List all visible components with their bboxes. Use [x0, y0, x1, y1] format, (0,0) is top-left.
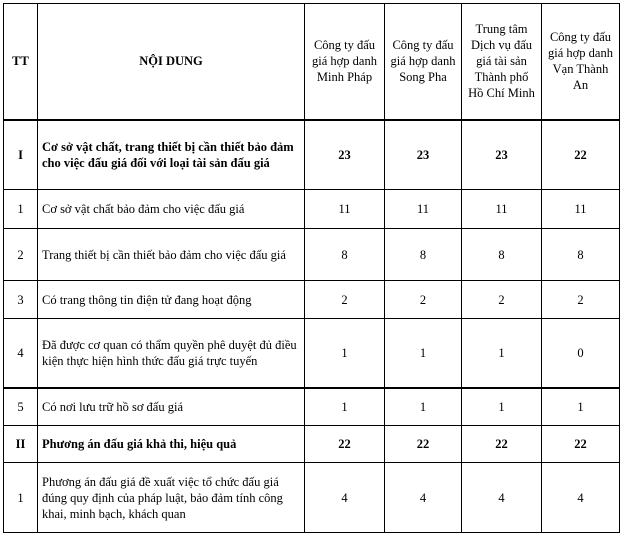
- row-value: 8: [542, 229, 620, 281]
- table-row: [4, 229, 620, 281]
- row-value: 1: [542, 388, 620, 426]
- row-value: 2: [462, 281, 542, 319]
- row-value: 1: [385, 319, 462, 388]
- table-row: [4, 463, 620, 533]
- scoring-table: [3, 3, 620, 533]
- row-tt: 5: [4, 388, 38, 426]
- row-value: 1: [462, 388, 542, 426]
- row-value: 4: [385, 463, 462, 533]
- header-tt: TT: [4, 4, 38, 120]
- row-content: Đã được cơ quan có thẩm quyền phê duyệt đủ điều kiện thực hiện hình thức đấu giá trực tuyến: [38, 319, 305, 388]
- row-value: 22: [305, 426, 385, 463]
- row-content: Có nơi lưu trữ hồ sơ đấu giá: [38, 388, 305, 426]
- row-value: 2: [385, 281, 462, 319]
- header-row: [4, 4, 620, 120]
- row-content: Phương án đấu giá khả thi, hiệu quả: [38, 426, 305, 463]
- row-value: 0: [542, 319, 620, 388]
- row-tt: I: [4, 120, 38, 190]
- row-tt: 4: [4, 319, 38, 388]
- row-value: 1: [305, 319, 385, 388]
- row-tt: 1: [4, 190, 38, 229]
- header-content: NỘI DUNG: [38, 4, 305, 120]
- table-row: [4, 426, 620, 463]
- row-tt: 2: [4, 229, 38, 281]
- row-value: 11: [305, 190, 385, 229]
- table-row: [4, 388, 620, 426]
- row-value: 22: [542, 426, 620, 463]
- row-value: 2: [305, 281, 385, 319]
- table-row: [4, 281, 620, 319]
- row-content: Có trang thông tin điện tử đang hoạt động: [38, 281, 305, 319]
- row-content: Cơ sở vật chất, trang thiết bị cần thiết bảo đảm cho việc đấu giá đối với loại tài sản đấu giá: [38, 120, 305, 190]
- row-value: 1: [385, 388, 462, 426]
- header-company-3: Trung tâm Dịch vụ đấu giá tài sản Thành phố Hồ Chí Minh: [462, 4, 542, 120]
- header-company-1: Công ty đấu giá hợp danh Minh Pháp: [305, 4, 385, 120]
- row-value: 11: [462, 190, 542, 229]
- row-tt: 3: [4, 281, 38, 319]
- row-value: 1: [462, 319, 542, 388]
- row-value: 22: [462, 426, 542, 463]
- table-row: [4, 319, 620, 388]
- row-content: Phương án đấu giá đề xuất việc tổ chức đấu giá đúng quy định của pháp luật, bảo đảm tính công khai, minh bạch, khách quan: [38, 463, 305, 533]
- row-tt: 1: [4, 463, 38, 533]
- row-tt: II: [4, 426, 38, 463]
- row-value: 11: [385, 190, 462, 229]
- row-value: 22: [542, 120, 620, 190]
- row-value: 8: [305, 229, 385, 281]
- row-value: 23: [385, 120, 462, 190]
- row-value: 1: [305, 388, 385, 426]
- row-value: 23: [305, 120, 385, 190]
- table-row: [4, 120, 620, 190]
- row-value: 11: [542, 190, 620, 229]
- row-value: 4: [462, 463, 542, 533]
- row-content: Cơ sở vật chất bảo đảm cho việc đấu giá: [38, 190, 305, 229]
- row-value: 8: [385, 229, 462, 281]
- table-row: [4, 190, 620, 229]
- row-value: 2: [542, 281, 620, 319]
- row-value: 8: [462, 229, 542, 281]
- row-value: 4: [305, 463, 385, 533]
- row-content: Trang thiết bị cần thiết bảo đảm cho việc đấu giá: [38, 229, 305, 281]
- row-value: 23: [462, 120, 542, 190]
- row-value: 4: [542, 463, 620, 533]
- row-value: 22: [385, 426, 462, 463]
- header-company-2: Công ty đấu giá hợp danh Song Pha: [385, 4, 462, 120]
- header-company-4: Công ty đấu giá hợp danh Vạn Thành An: [542, 4, 620, 120]
